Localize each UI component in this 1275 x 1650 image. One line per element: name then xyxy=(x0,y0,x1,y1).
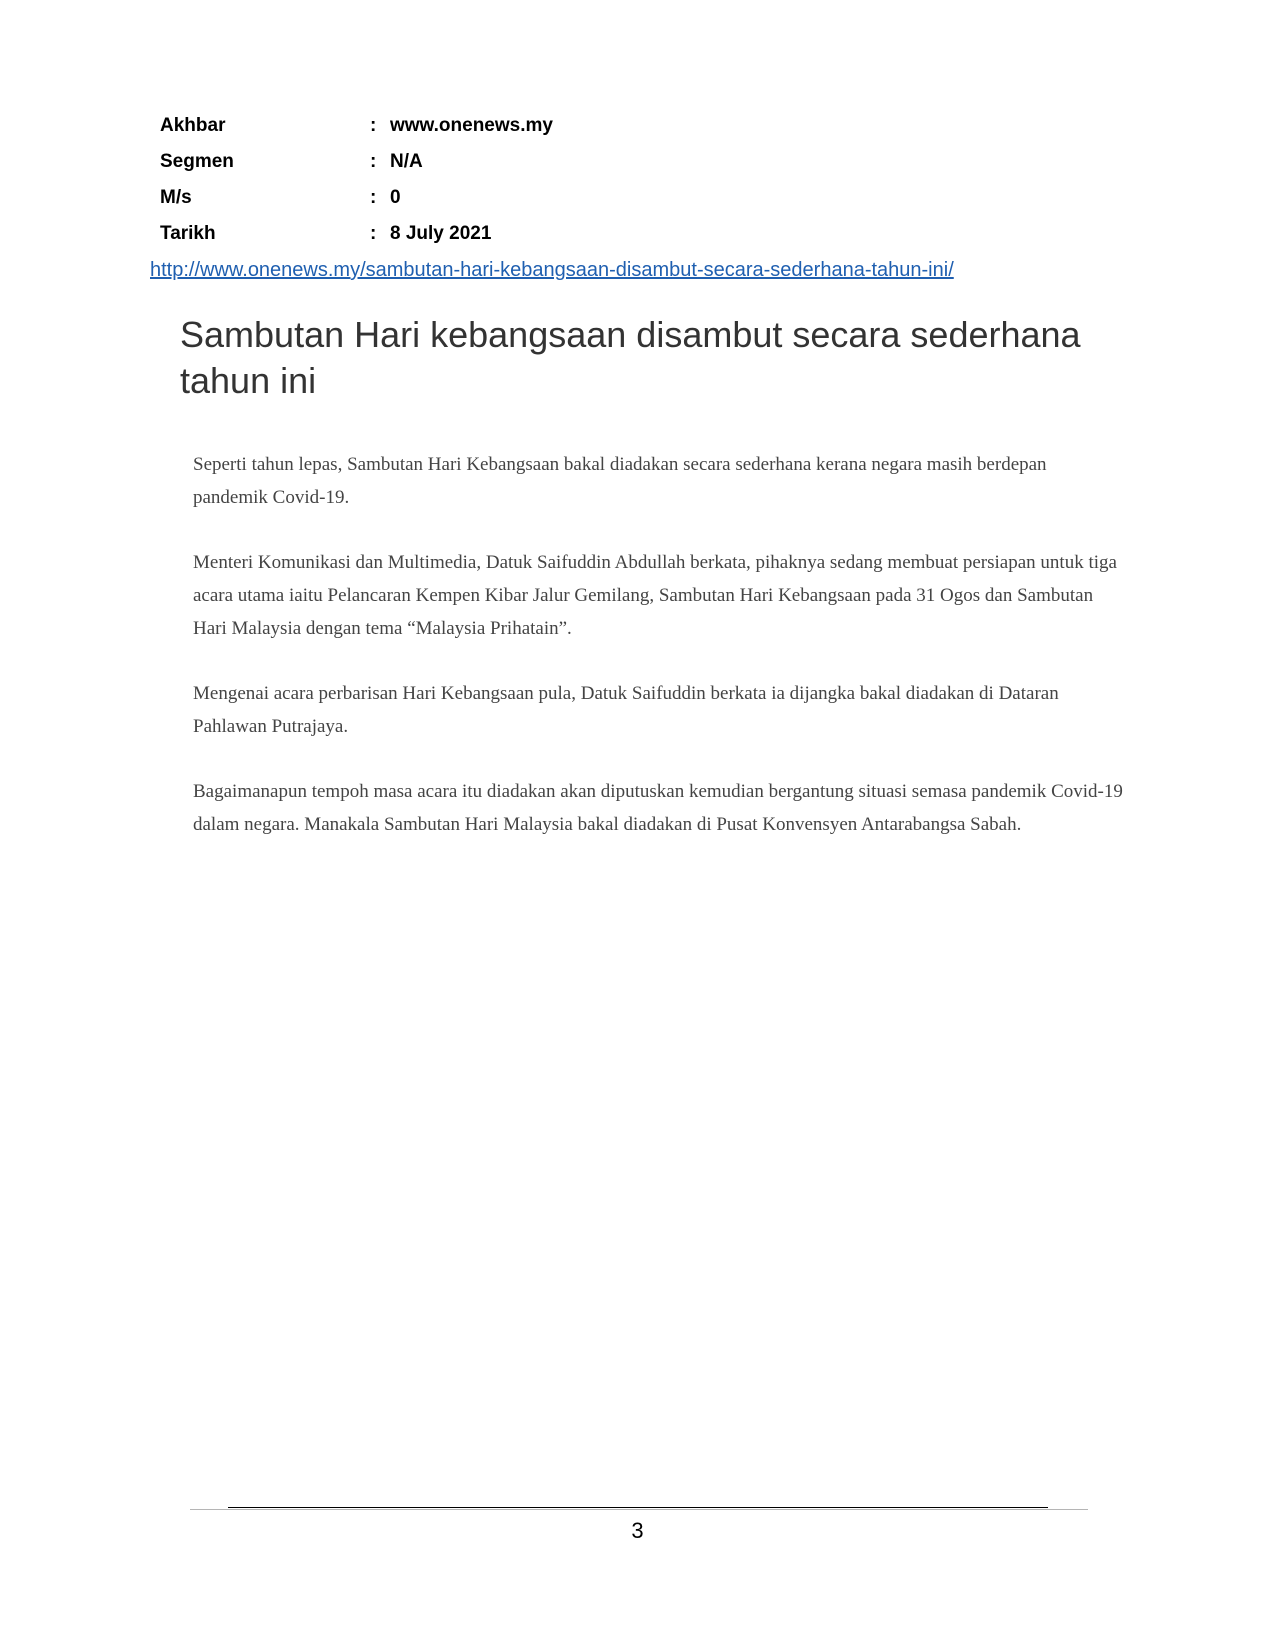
article-paragraph: Mengenai acara perbarisan Hari Kebangsaan pula, Datuk Saifuddin berkata ia dijangka bakal diadakan di Dataran Pahlawan Putrajaya. xyxy=(193,683,1059,737)
footer-divider xyxy=(190,1509,1088,1510)
metadata-row-segmen xyxy=(160,144,553,180)
article-body xyxy=(193,448,1123,873)
metadata-separator: : xyxy=(370,223,377,244)
metadata-separator: : xyxy=(370,151,377,172)
metadata-row-tarikh xyxy=(160,216,553,252)
metadata-value: 8 July 2021 xyxy=(390,223,492,244)
page-number: 3 xyxy=(631,1518,644,1543)
article-paragraph: Bagaimanapun tempoh masa acara itu diadakan akan diputuskan kemudian bergantung situasi semasa pandemik Covid-19 dalam negara. Manakala Sambutan Hari Malaysia bakal diadakan di Pusat Konvensyen Antarabangsa Sabah. xyxy=(193,781,1123,835)
metadata-label: Tarikh xyxy=(160,223,216,244)
metadata-separator: : xyxy=(370,187,377,208)
source-url-link[interactable]: http://www.onenews.my/sambutan-hari-kebangsaan-disambut-secara-sederhana-tahun-ini/ xyxy=(150,259,954,281)
metadata-label: M/s xyxy=(160,187,192,208)
metadata-row-ms xyxy=(160,180,553,216)
metadata-value: N/A xyxy=(390,151,423,172)
metadata-table xyxy=(160,108,553,252)
article-paragraph: Seperti tahun lepas, Sambutan Hari Kebangsaan bakal diadakan secara sederhana kerana negara masih berdepan pandemik Covid-19. xyxy=(193,454,1047,508)
metadata-row-akhbar xyxy=(160,108,553,144)
metadata-value: www.onenews.my xyxy=(390,115,553,136)
article-title: Sambutan Hari kebangsaan disambut secara sederhana tahun ini xyxy=(180,314,1081,401)
article-paragraph: Menteri Komunikasi dan Multimedia, Datuk Saifuddin Abdullah berkata, pihaknya sedang membuat persiapan untuk tiga acara utama iaitu Pelancaran Kempen Kibar Jalur Gemilang, Sambutan Hari Kebangsaan pada 31 Ogos dan Sambutan Hari Malaysia dengan tema “Malaysia Prihatain”. xyxy=(193,552,1117,639)
metadata-value: 0 xyxy=(390,187,401,208)
metadata-label: Akhbar xyxy=(160,115,226,136)
footer-divider xyxy=(228,1507,1048,1508)
metadata-separator: : xyxy=(370,115,377,136)
metadata-label: Segmen xyxy=(160,151,234,172)
